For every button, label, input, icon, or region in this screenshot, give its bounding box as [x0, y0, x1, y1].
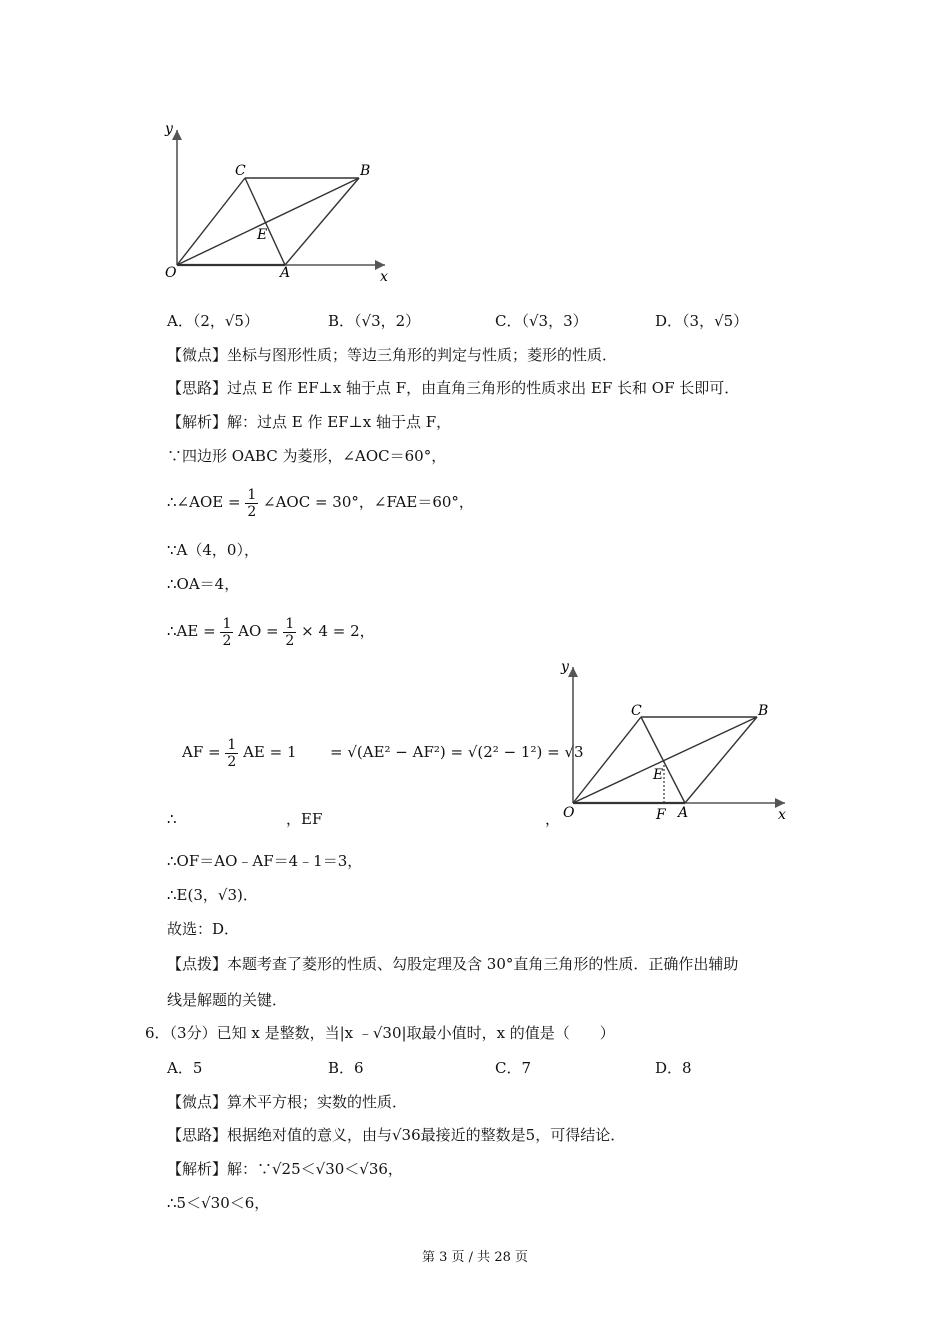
q5-step5: ∴AE = $\frac{1}{2}$ AO = $\frac{1}{2}$ × 4 = 2，	[167, 615, 375, 649]
q6-stem: 6．（3分）已知 x 是整数，当|x ﹣√30|取最小值时，x 的值是（ ）	[145, 1024, 615, 1042]
q6-option-b: B．6	[328, 1059, 364, 1077]
q6-option-c: C．7	[495, 1059, 532, 1077]
label-y: y	[165, 121, 173, 137]
rhombus-figure-2	[555, 655, 800, 825]
label-B: B	[360, 163, 371, 179]
label-x: x	[380, 269, 388, 285]
label-C: C	[235, 163, 246, 179]
rhombus-figure-1	[155, 115, 405, 285]
q6-jiexi: 【解析】解：∵√25＜√30＜√36，	[167, 1160, 403, 1178]
q5-step4: ∴OA＝4，	[167, 575, 240, 593]
q6-option-a: A．5	[167, 1059, 203, 1077]
svg-text:C: C	[631, 703, 642, 719]
label-O: O	[165, 265, 177, 281]
q5-step2-fraction: $\frac{1}{2}$	[247, 486, 257, 520]
svg-text:O: O	[563, 805, 575, 821]
label-A: A	[280, 265, 291, 281]
q5-answer: 故选：D．	[167, 920, 240, 938]
svg-text:x: x	[778, 807, 786, 823]
label-E: E	[257, 227, 268, 243]
svg-text:y: y	[561, 659, 569, 675]
q5-comma: ，	[545, 810, 561, 828]
q5-ef-label: ，EF	[286, 810, 323, 828]
q5-weidian: 【微点】坐标与图形性质；等边三角形的判定与性质；菱形的性质．	[167, 346, 618, 364]
q6-option-d: D．8	[655, 1059, 692, 1077]
q5-option-b: B．（√3，2）	[328, 312, 421, 330]
svg-text:B: B	[758, 703, 769, 719]
page-footer: 第 3 页 / 共 28 页	[422, 1250, 528, 1265]
q5-step8: ∴E(3，√3)．	[167, 886, 258, 904]
q6-silu: 【思路】根据绝对值的意义，由与√36最接近的整数是5，可得结论．	[167, 1126, 626, 1144]
q5-step6-ef: = √(AE² − AF²) = √(2² − 1²) = √3	[330, 743, 584, 761]
q5-step7: ∴OF＝AO﹣AF＝4﹣1＝3，	[167, 852, 363, 870]
q6-weidian: 【微点】算术平方根；实数的性质．	[167, 1093, 408, 1111]
svg-text:F: F	[656, 807, 666, 823]
q5-step2-post: ∠AOC = 30°，∠FAE＝60°，	[263, 493, 474, 511]
q6-step1: ∴5＜√30＜6，	[167, 1194, 270, 1212]
svg-text:E: E	[653, 767, 664, 783]
q5-option-d: D．（3，√5）	[655, 312, 749, 330]
q5-step6-af: AF = $\frac{1}{2}$ AE = 1	[182, 736, 297, 770]
q5-step2	[167, 482, 474, 522]
q5-dianbo-2: 线是解题的关键．	[167, 991, 288, 1009]
q5-therefore: ∴	[167, 810, 177, 828]
q5-jiexi: 【解析】解：过点 E 作 EF⊥x 轴于点 F，	[167, 413, 452, 431]
svg-text:A: A	[678, 805, 689, 821]
q5-option-a: A．（2，√5）	[167, 312, 259, 330]
q5-step1: ∵四边形 OABC 为菱形，∠AOC＝60°，	[167, 447, 447, 465]
q5-silu: 【思路】过点 E 作 EF⊥x 轴于点 F，由直角三角形的性质求出 EF 长和 OF 长即可．	[167, 379, 740, 397]
q5-dianbo-1: 【点拨】本题考查了菱形的性质、勾股定理及含 30°直角三角形的性质．正确作出辅助	[167, 955, 739, 973]
q5-option-c: C．（√3，3）	[495, 312, 588, 330]
q5-step2-pre: ∴∠AOE =	[167, 493, 241, 511]
q5-step3: ∵A（4，0），	[167, 541, 259, 559]
